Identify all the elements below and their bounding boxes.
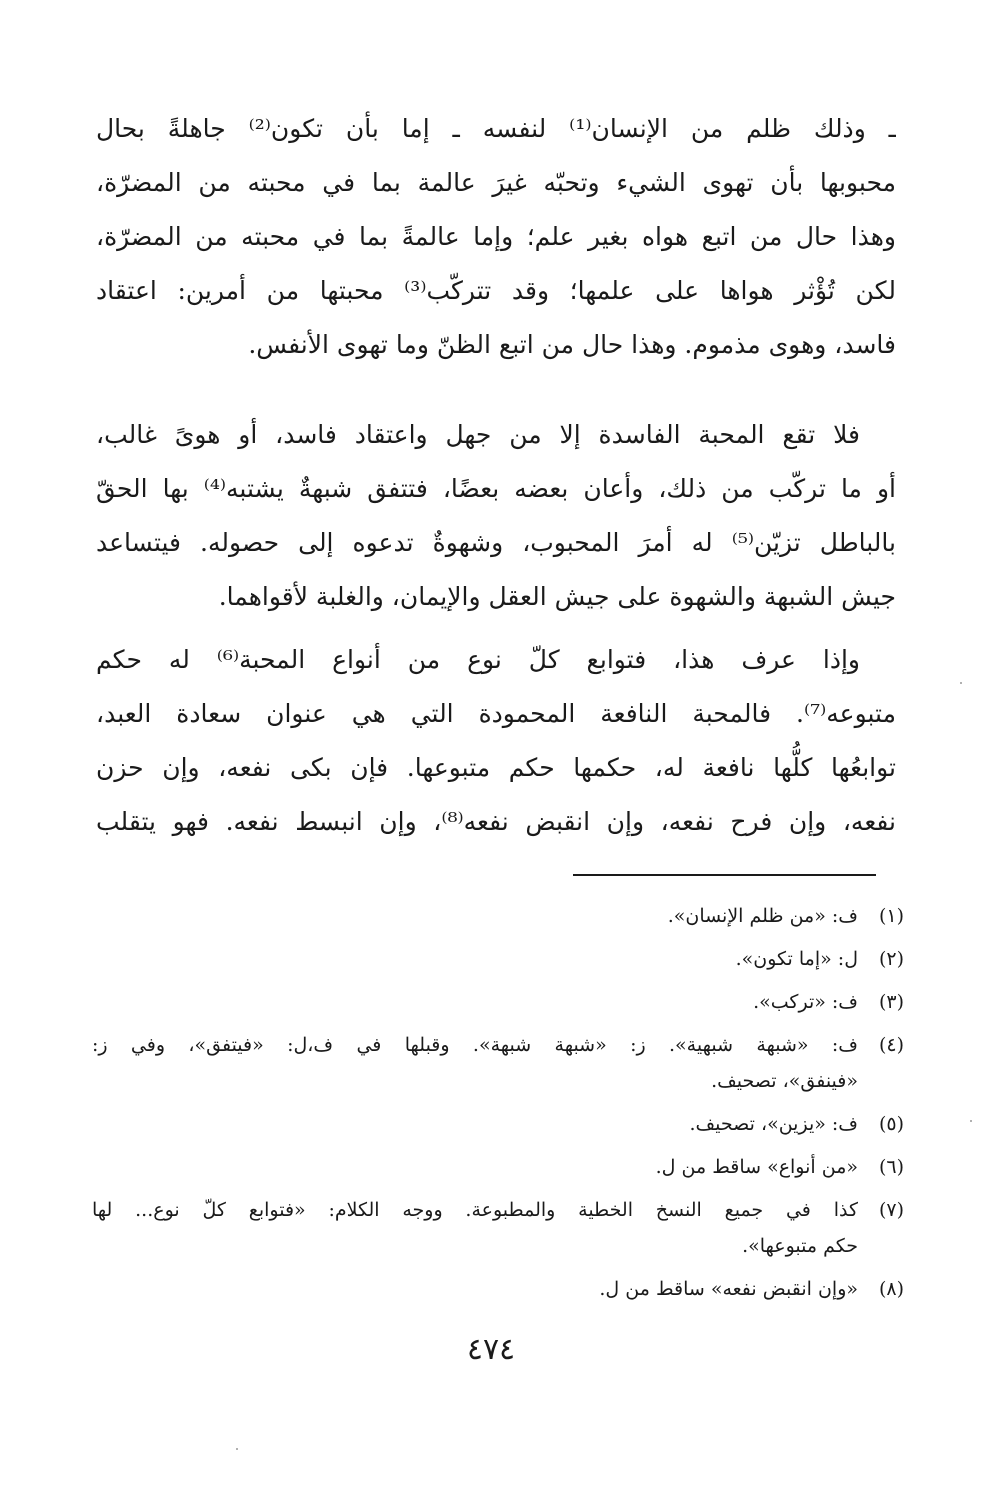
scan-speck [236,1448,238,1450]
footnote-line: ف: «من ظلم الإنسان». [667,905,858,927]
footnote-8 [92,1271,904,1307]
footnote-text [92,898,858,934]
text-line: نفعه، وإن فرح نفعه، وإن انقبض نفعه⁽⁸⁾، وإن انبسط نفعه. فهو يتقلب [96,807,896,836]
footnote-line: «من أنواع» ساقط من ل. [655,1156,858,1178]
text-line: أو ما تركّب من ذلك، وأعان بعضه بعضًا، فتتفق شبهةٌ يشتبه⁽⁴⁾ بها الحقّ [96,474,896,503]
footnote-4 [92,1027,904,1099]
text-line: متبوعه⁽⁷⁾. فالمحبة النافعة المحمودة التي هي عنوان سعادة العبد، [96,699,896,728]
footnote-1 [92,898,904,934]
text-line: توابعُها كلُّها نافعة له، حكمها حكم متبوعها. فإن بكى نفعه، وإن حزن [96,753,896,782]
text-line: ـ وذلك ظلم من الإنسان⁽¹⁾ لنفسه ـ إما بأن تكون⁽²⁾ جاهلةً بحال [96,114,896,143]
text-line: محبوبها بأن تهوى الشيء وتحبّه غيرَ عالمة بما في محبته من المضرّة، [96,168,896,197]
footnote-line: حكم متبوعها». [742,1235,858,1257]
footnote-text [92,984,858,1020]
footnote-text [92,1149,858,1185]
footnote-6 [92,1149,904,1185]
text-line: وهذا حال من اتبع هواه بغير علم؛ وإما عالمةً بما في محبته من المضرّة، [96,222,896,251]
footnote-2 [92,941,904,977]
footnote-line: ل: «إما تكون». [735,948,858,970]
footnote-number: (٧) [878,1199,904,1221]
footnote-line: ف: «شبهة شبهية». ز: «شبهة شبهة». وقبلها في ف،ل: «فيتفق»، وفي ز: [92,1034,858,1056]
footnote-text [92,1027,858,1099]
footnote-number: (٣) [878,991,904,1013]
paragraph-1 [96,102,896,372]
footnote-text [92,1192,858,1264]
footnote-text [92,941,858,977]
footnote-divider [573,874,876,876]
paragraph-2 [96,408,896,624]
footnote-line: ف: «تركب». [753,991,858,1013]
footnote-line: كذا في جميع النسخ الخطية والمطبوعة. ووجه الكلام: «فتوابع كلّ نوع... لها [92,1199,858,1221]
footnote-5 [92,1106,904,1142]
footnote-text [92,1271,858,1307]
footnote-line: «وإن انقبض نفعه» ساقط من ل. [599,1278,858,1300]
footnote-number: (٦) [878,1156,904,1178]
footnote-7 [92,1192,904,1264]
footnote-number: (٥) [878,1113,904,1135]
scan-speck [970,1120,972,1122]
page-number: ٤٧٤ [466,1332,516,1367]
footnote-number: (١) [878,905,904,927]
scan-speck [960,682,962,684]
paragraph-3 [96,633,896,849]
footnote-number: (٤) [878,1034,904,1056]
footnote-number: (٢) [878,948,904,970]
footnote-text [92,1106,858,1142]
footnote-line: «فينفق»، تصحيف. [711,1070,858,1092]
text-line: لكن تُؤْثر هواها على علمها؛ وقد تتركّب⁽³⁾ محبتها من أمرين: اعتقاد [96,276,896,305]
text-line: بالباطل تزيّن⁽⁵⁾ له أمرَ المحبوب، وشهوةٌ تدعوه إلى حصوله. فيتساعد [96,528,896,557]
footnotes-section [92,898,904,1314]
footnote-line: ف: «يزين»، تصحيف. [689,1113,858,1135]
text-line: جيش الشبهة والشهوة على جيش العقل والإيمان، والغلبة لأقواهما. [218,582,896,611]
text-line: فاسد، وهوى مذموم. وهذا حال من اتبع الظنّ وما تهوى الأنفس. [248,330,896,359]
footnote-number: (٨) [878,1278,904,1300]
text-line: فلا تقع المحبة الفاسدة إلا من جهل واعتقاد فاسد، أو هوىً غالب، [96,420,860,449]
text-line: وإذا عرف هذا، فتوابع كلّ نوع من أنواع المحبة⁽⁶⁾ له حكم [96,645,860,674]
footnote-3 [92,984,904,1020]
